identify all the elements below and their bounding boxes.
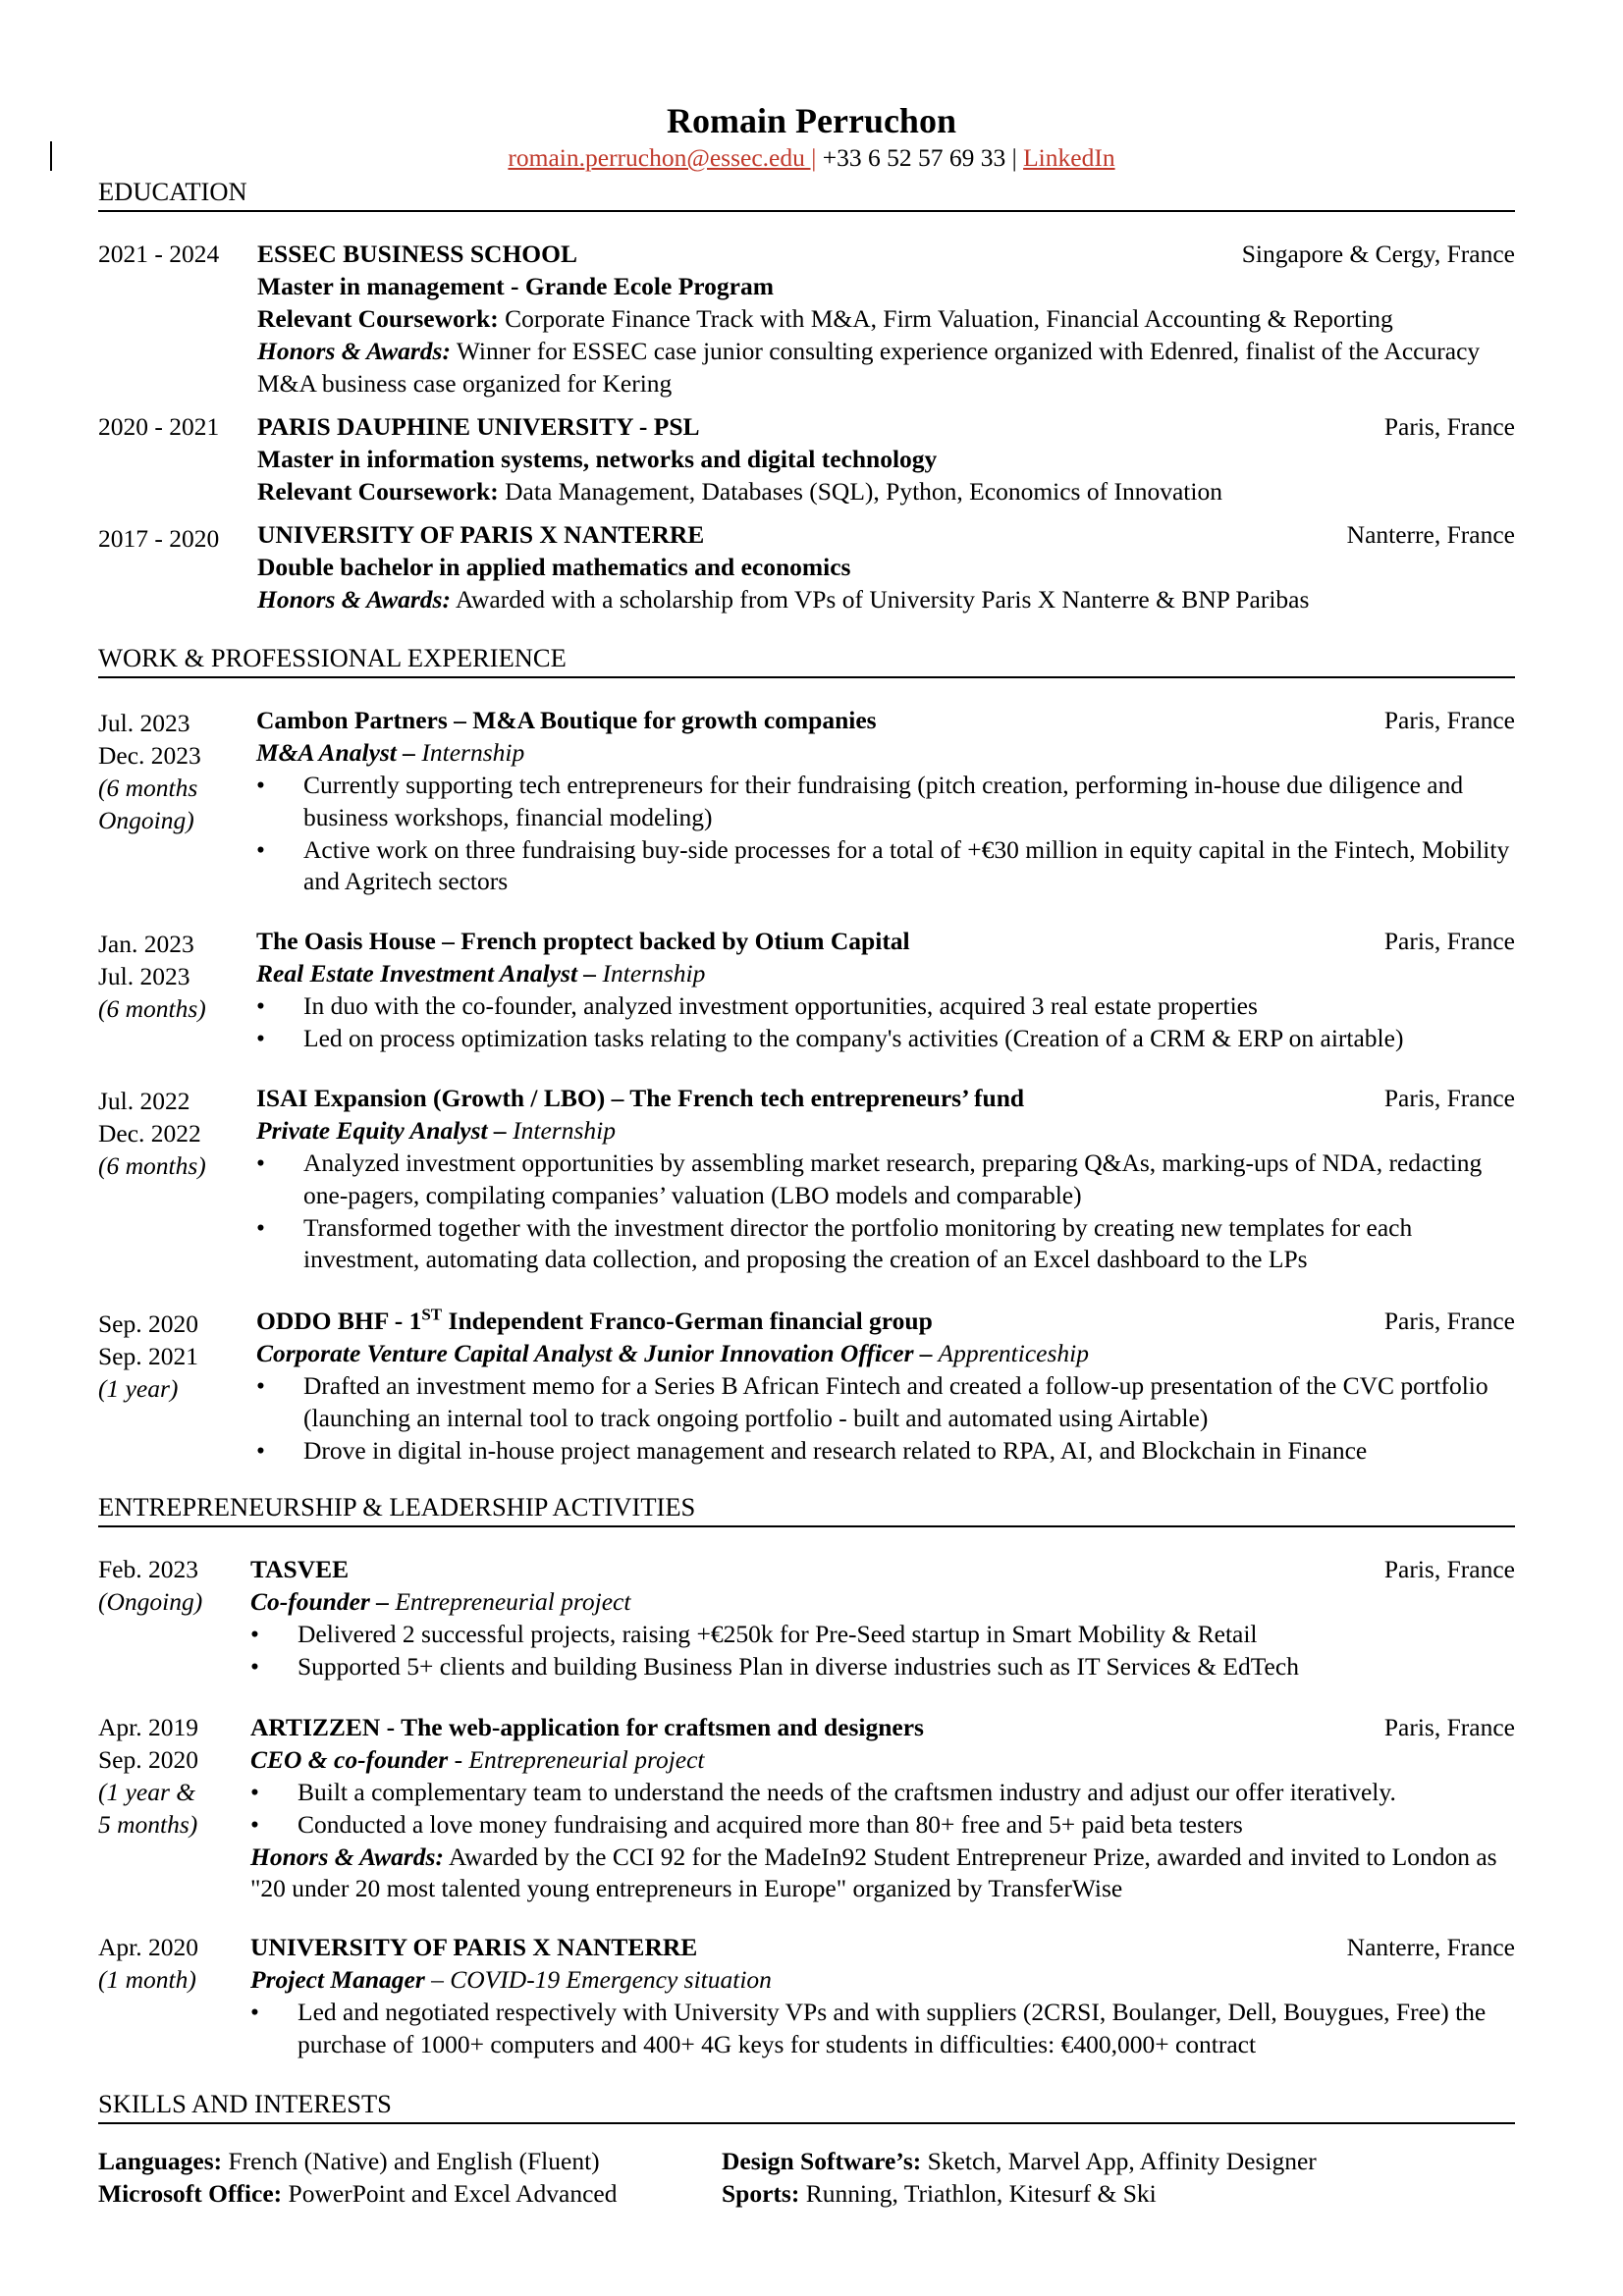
work-dates: Jul. 2023 Dec. 2023 (6 months Ongoing) (98, 709, 201, 834)
list-item: • Delivered 2 successful projects, raising +€250k for Pre-Seed startup in Smart Mobility & Retail (250, 1619, 1515, 1651)
role: CEO & co-founder - Entrepreneurial project (250, 1744, 705, 1774)
list-item: • Active work on three fundraising buy-side processes for a total of +€30 million in equity capital in the Fintech, Mobility and Agritech sectors (256, 834, 1515, 899)
activity-dates: Apr. 2019 Sep. 2020 (1 year & 5 months) (98, 1713, 198, 1839)
education-dates: 2017 - 2020 (98, 524, 220, 553)
work-dates: Sep. 2020 Sep. 2021 (1 year) (98, 1309, 198, 1403)
activity-dates: Apr. 2020 (1 month) (98, 1933, 198, 1994)
company-name: ISAI Expansion (Growth / LBO) – The French tech entrepreneurs’ fund (256, 1084, 1025, 1112)
education-dates: 2020 - 2021 (98, 412, 220, 441)
role: Corporate Venture Capital Analyst & Junior Innovation Officer – Apprenticeship (256, 1338, 1089, 1367)
work-dates: Jul. 2022 Dec. 2022 (6 months) (98, 1087, 206, 1180)
honors: Honors & Awards: Winner for ESSEC case junior consulting experience organized with Edenred, finalist of the Accuracy M&A business case organized for Kering (257, 336, 1481, 398)
list-item: • Analyzed investment opportunities by assembling market research, preparing Q&As, marking-ups of NDA, redacting one-pagers, compilating companies’ valuation (LBO models and comparable) (256, 1148, 1515, 1212)
section-work: WORK & PROFESSIONAL EXPERIENCE (98, 641, 1515, 678)
location: Paris, France (1383, 1555, 1515, 1583)
skill-design: Design Software’s: Sketch, Marvel App, Affinity Designer (722, 2147, 1317, 2175)
bullet-list (250, 1997, 1515, 2061)
location: Paris, France (1383, 1307, 1515, 1335)
degree: Master in management - Grande Ecole Program (257, 271, 774, 300)
location: Singapore & Cergy, France (1241, 240, 1515, 268)
location: Paris, France (1383, 1084, 1515, 1112)
honors: Honors & Awards: Awarded by the CCI 92 for the MadeIn92 Student Entrepreneur Prize, awarded and invited to London as "20 under 20 most talented young entrepreneurs in Europe" organized by TransferWise (250, 1842, 1497, 1903)
role: Private Equity Analyst – Internship (256, 1115, 616, 1145)
location: Paris, France (1383, 927, 1515, 955)
activity-dates: Feb. 2023 (Ongoing) (98, 1555, 203, 1616)
honors: Honors & Awards: Awarded with a scholarship from VPs of University Paris X Nanterre & BNP Paribas (257, 584, 1310, 614)
location: Paris, France (1383, 706, 1515, 734)
location: Paris, France (1383, 412, 1515, 441)
bullet-list (256, 1148, 1515, 1277)
role: Co-founder – Entrepreneurial project (250, 1586, 631, 1616)
list-item: • Led and negotiated respectively with University VPs and with suppliers (2CRSI, Boulanger, Dell, Bouygues, Free) the purchase of 1000+ computers and 400+ 4G keys for students in difficulties: €400,000+ contract (250, 1997, 1515, 2061)
list-item: • Drafted an investment memo for a Series B African Fintech and created a follow-up presentation of the CVC portfolio (launching an internal tool to track ongoing portfolio - built and automated using Airtable) (256, 1370, 1515, 1435)
location: Paris, France (1383, 1713, 1515, 1741)
education-dates: 2021 - 2024 (98, 240, 220, 268)
email-link[interactable]: romain.perruchon@essec.edu | (508, 143, 817, 172)
skills-column-right (722, 2146, 1317, 2211)
school-name: PARIS DAUPHINE UNIVERSITY - PSL (257, 412, 700, 441)
activity-name: ARTIZZEN - The web-application for craftsmen and designers (250, 1713, 924, 1741)
contact-line (0, 142, 1623, 175)
activity-name: UNIVERSITY OF PARIS X NANTERRE (250, 1933, 698, 1961)
list-item: • Supported 5+ clients and building Business Plan in diverse industries such as IT Services & EdTech (250, 1651, 1515, 1683)
coursework: Relevant Coursework: Data Management, Databases (SQL), Python, Economics of Innovation (257, 476, 1222, 506)
degree: Master in information systems, networks and digital technology (257, 444, 938, 473)
list-item: • Drove in digital in-house project management and research related to RPA, AI, and Blockchain in Finance (256, 1435, 1515, 1468)
skill-office: Microsoft Office: PowerPoint and Excel Advanced (98, 2178, 618, 2208)
role: Project Manager – COVID-19 Emergency situation (250, 1964, 772, 1994)
role: M&A Analyst – Internship (256, 737, 525, 767)
bullet-list (256, 990, 1515, 1055)
section-education: EDUCATION (98, 175, 1515, 212)
section-entrepreneurship: ENTREPRENEURSHIP & LEADERSHIP ACTIVITIES (98, 1490, 1515, 1527)
list-item: • Transformed together with the investment director the portfolio monitoring by creating new templates for each investment, automating data collection, and proposing the creation of an Excel dashboard to the LPs (256, 1212, 1515, 1277)
school-name: ESSEC BUSINESS SCHOOL (257, 240, 577, 268)
location: Nanterre, France (1346, 1933, 1515, 1961)
company-name: The Oasis House – French proptect backed by Otium Capital (256, 927, 910, 955)
company-name: Cambon Partners – M&A Boutique for growth companies (256, 706, 877, 734)
list-item: • Led on process optimization tasks relating to the company's activities (Creation of a CRM & ERP on airtable) (256, 1023, 1515, 1055)
list-item: • In duo with the co-founder, analyzed investment opportunities, acquired 3 real estate properties (256, 990, 1515, 1023)
bullet-list (256, 770, 1515, 899)
linkedin-link[interactable]: LinkedIn (1023, 143, 1115, 172)
section-skills: SKILLS AND INTERESTS (98, 2087, 1515, 2124)
list-item: • Currently supporting tech entrepreneurs for their fundraising (pitch creation, performing in-house due diligence and business workshops, financial modeling) (256, 770, 1515, 834)
list-item: • Built a complementary team to understand the needs of the craftsmen industry and adjust our offer iteratively. (250, 1777, 1515, 1809)
bullet-list (250, 1777, 1515, 1842)
location: Nanterre, France (1346, 520, 1515, 549)
degree: Double bachelor in applied mathematics and economics (257, 552, 851, 581)
coursework: Relevant Coursework: Corporate Finance Track with M&A, Firm Valuation, Financial Accounting & Reporting (257, 303, 1393, 333)
activity-name: TASVEE (250, 1555, 350, 1583)
school-name: UNIVERSITY OF PARIS X NANTERRE (257, 520, 705, 549)
work-dates: Jan. 2023 Jul. 2023 (6 months) (98, 930, 206, 1023)
list-item: • Conducted a love money fundraising and acquired more than 80+ free and 5+ paid beta testers (250, 1809, 1515, 1842)
bullet-list (250, 1619, 1515, 1683)
skill-sports: Sports: Running, Triathlon, Kitesurf & Ski (722, 2178, 1157, 2208)
candidate-name: Romain Perruchon (667, 101, 956, 140)
phone: +33 6 52 57 69 33 | (816, 143, 1024, 172)
role: Real Estate Investment Analyst – Internship (256, 958, 706, 988)
skills-column-left (98, 2146, 618, 2211)
skill-languages: Languages: French (Native) and English (Fluent) (98, 2147, 600, 2175)
bullet-list (256, 1370, 1515, 1468)
company-name: ODDO BHF - 1ST Independent Franco-German financial group (256, 1305, 933, 1335)
